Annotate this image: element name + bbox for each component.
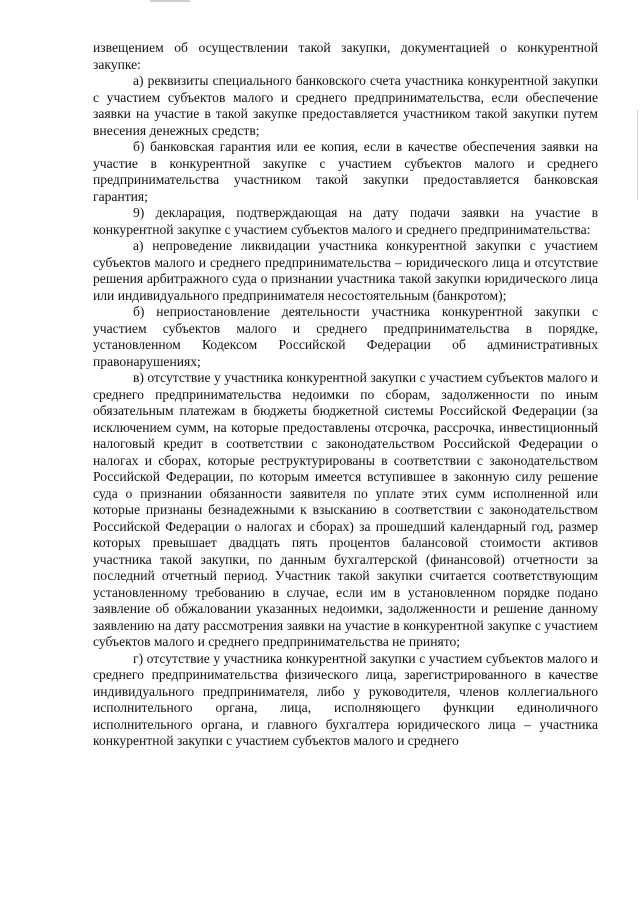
paragraph-9b: б) неприостановление деятельности участника конкурентной закупки с участием субъектов малого и среднего предпринимательства в порядке, установленном Кодексом Российской Федерации об административных правонарушениях;: [93, 304, 598, 369]
paragraph-9a: а) непроведение ликвидации участника конкурентной закупки с участием субъектов малого и среднего предпринимательства – юридического лица и отсутствие решения арбитражного суда о признании участника такой закупки юридического лица или индивидуального предпринимателя несостоятельным (банкротом);: [93, 238, 598, 303]
paragraph-9g: г) отсутствие у участника конкурентной закупки с участием субъектов малого и среднего предпринимательства физического лица, зарегистрированного в качестве индивидуального предпринимателя, либо у руководителя, членов коллегиального исполнительного органа, лица, исполняющего функции единоличного исполнительного органа, и главного бухгалтера юридического лица – участника конкурентной закупки с участием субъектов малого и среднего: [93, 650, 598, 748]
paragraph-continuation: извещением об осуществлении такой закупки, документацией о конкурентной закупке:: [93, 40, 598, 72]
page-edge-line: [637, 110, 638, 200]
paragraph-9: 9) декларация, подтверждающая на дату подачи заявки на участие в конкурентной закупке с участием субъектов малого и среднего предпринимательства:: [93, 205, 598, 237]
document-body: [93, 40, 598, 750]
paragraph-8b: б) банковская гарантия или ее копия, если в качестве обеспечения заявки на участие в конкурентной закупке с участием субъектов малого и среднего предпринимательства участником такой закупки предоставляется банковская гарантия;: [93, 139, 598, 204]
paragraph-8a: а) реквизиты специального банковского счета участника конкурентной закупки с участием субъектов малого и среднего предпринимательства, если обеспечение заявки на участие в такой закупке предоставляется участником такой закупки путем внесения денежных средств;: [93, 73, 598, 138]
scan-artifact: [150, 0, 190, 2]
paragraph-9v: в) отсутствие у участника конкурентной закупки с участием субъектов малого и среднего предпринимательства недоимки по сборам, задолженности по иным обязательным платежам в бюджеты бюджетной системы Российской Федерации (за исключением сумм, на которые предоставлены отсрочка, рассрочка, инвестиционный налоговый кредит в соответствии с законодательством Российской Федерации о налогах и сборах, которые реструктурированы в соответствии с законодательством Российской Федерации, по которым имеется вступившее в законную силу решение суда о признании обязанности заявителя по уплате этих сумм исполненной или которые признаны безнадежными к взысканию в соответствии с законодательством Российской Федерации о налогах и сборах) за прошедший календарный год, размер которых превышает двадцать пять процентов балансовой стоимости активов участника такой закупки, по данным бухгалтерской (финансовой) отчетности за последний отчетный период. Участник такой закупки считается соответствующим установленному требованию в случае, если им в установленном порядке подано заявление об обжаловании указанных недоимки, задолженности и решение данному заявлению на дату рассмотрения заявки на участие в конкурентной закупке с участием субъектов малого и среднего предпринимательства не принято;: [93, 370, 598, 649]
